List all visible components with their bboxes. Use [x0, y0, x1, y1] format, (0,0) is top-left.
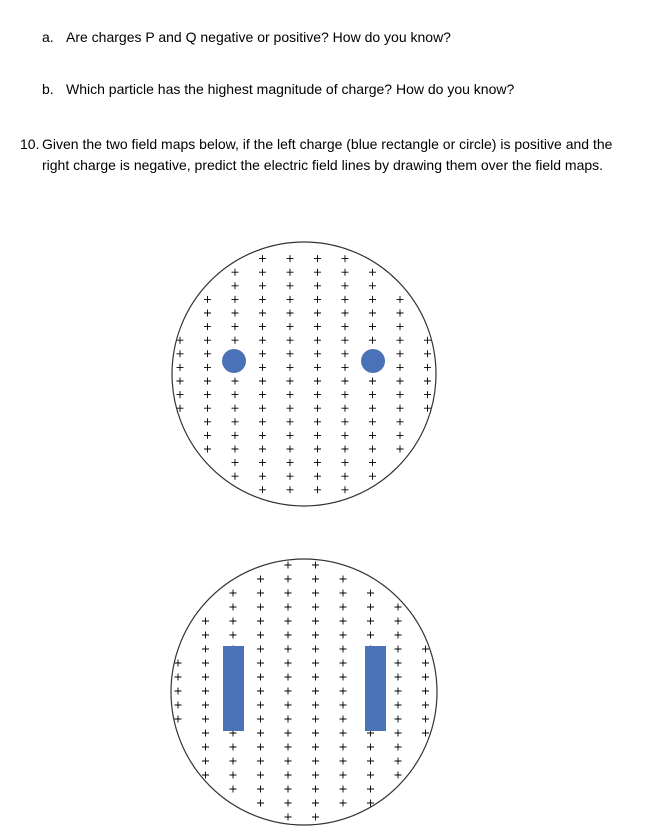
- field-marker: [259, 269, 266, 276]
- field-marker: [367, 786, 374, 793]
- field-marker: [259, 378, 266, 385]
- field-marker: [397, 364, 404, 371]
- field-marker: [342, 405, 349, 412]
- field-marker: [340, 758, 347, 765]
- field-marker: [342, 269, 349, 276]
- field-marker: [287, 296, 294, 303]
- field-marker: [342, 296, 349, 303]
- field-marker: [287, 486, 294, 493]
- field-marker: [285, 590, 292, 597]
- field-marker: [287, 364, 294, 371]
- field-grid: [175, 562, 430, 821]
- field-marker: [259, 446, 266, 453]
- field-marker: [202, 772, 209, 779]
- field-marker: [285, 772, 292, 779]
- field-marker: [342, 391, 349, 398]
- field-marker: [369, 405, 376, 412]
- field-marker: [204, 310, 211, 317]
- field-marker: [202, 674, 209, 681]
- field-marker: [232, 269, 239, 276]
- field-marker: [342, 350, 349, 357]
- field-marker: [312, 660, 319, 667]
- field-marker: [312, 744, 319, 751]
- field-marker: [175, 660, 182, 667]
- field-marker: [177, 378, 184, 385]
- field-marker: [340, 716, 347, 723]
- field-marker: [204, 364, 211, 371]
- field-marker: [397, 391, 404, 398]
- field-marker: [259, 255, 266, 262]
- field-marker: [202, 744, 209, 751]
- field-marker: [312, 688, 319, 695]
- field-marker: [257, 744, 264, 751]
- field-marker: [204, 350, 211, 357]
- field-marker: [340, 618, 347, 625]
- field-marker: [424, 364, 431, 371]
- field-marker: [340, 576, 347, 583]
- field-marker: [285, 674, 292, 681]
- field-marker: [175, 716, 182, 723]
- field-marker: [340, 674, 347, 681]
- field-marker: [202, 618, 209, 625]
- field-marker: [285, 576, 292, 583]
- field-marker: [395, 646, 402, 653]
- question-b-label: b.: [42, 81, 54, 97]
- field-boundary: [171, 559, 437, 825]
- field-marker: [232, 378, 239, 385]
- field-marker: [202, 688, 209, 695]
- field-marker: [202, 660, 209, 667]
- rectangle-charges-map[interactable]: [0, 552, 656, 840]
- field-marker: [395, 758, 402, 765]
- field-marker: [312, 618, 319, 625]
- field-marker: [204, 391, 211, 398]
- field-marker: [367, 590, 374, 597]
- field-marker: [202, 702, 209, 709]
- field-marker: [369, 337, 376, 344]
- field-marker: [285, 730, 292, 737]
- field-marker: [367, 604, 374, 611]
- field-marker: [285, 744, 292, 751]
- field-marker: [230, 744, 237, 751]
- field-marker: [259, 323, 266, 330]
- field-marker: [312, 814, 319, 821]
- field-marker: [259, 364, 266, 371]
- field-marker: [257, 716, 264, 723]
- field-marker: [202, 716, 209, 723]
- field-marker: [202, 758, 209, 765]
- field-marker: [314, 418, 321, 425]
- field-marker: [287, 310, 294, 317]
- field-marker: [285, 562, 292, 569]
- field-marker: [369, 446, 376, 453]
- field-marker: [422, 674, 429, 681]
- question-a-label: a.: [42, 29, 54, 45]
- field-marker: [367, 744, 374, 751]
- field-marker: [287, 459, 294, 466]
- field-marker: [424, 350, 431, 357]
- field-marker: [232, 310, 239, 317]
- field-marker: [342, 364, 349, 371]
- field-marker: [257, 674, 264, 681]
- field-marker: [340, 800, 347, 807]
- field-marker: [287, 255, 294, 262]
- field-boundary: [172, 242, 436, 506]
- field-marker: [232, 296, 239, 303]
- field-marker: [342, 323, 349, 330]
- field-marker: [259, 310, 266, 317]
- field-marker: [285, 702, 292, 709]
- field-marker: [257, 632, 264, 639]
- field-marker: [424, 391, 431, 398]
- field-marker: [232, 282, 239, 289]
- field-marker: [259, 296, 266, 303]
- field-marker: [369, 282, 376, 289]
- field-marker: [422, 702, 429, 709]
- question-a: [42, 27, 451, 48]
- field-marker: [312, 758, 319, 765]
- field-marker: [340, 688, 347, 695]
- field-marker: [285, 618, 292, 625]
- field-marker: [257, 730, 264, 737]
- field-marker: [422, 688, 429, 695]
- field-marker: [367, 758, 374, 765]
- field-marker: [314, 323, 321, 330]
- field-marker: [340, 604, 347, 611]
- field-marker: [314, 459, 321, 466]
- field-marker: [340, 730, 347, 737]
- field-marker: [340, 744, 347, 751]
- field-marker: [314, 432, 321, 439]
- field-marker: [259, 337, 266, 344]
- question-b: [42, 79, 514, 100]
- field-marker: [287, 323, 294, 330]
- field-marker: [397, 418, 404, 425]
- field-marker: [232, 418, 239, 425]
- field-marker: [312, 786, 319, 793]
- field-marker: [314, 337, 321, 344]
- field-marker: [285, 758, 292, 765]
- field-marker: [397, 337, 404, 344]
- field-marker: [312, 730, 319, 737]
- field-marker: [397, 432, 404, 439]
- field-marker: [369, 459, 376, 466]
- field-marker: [287, 405, 294, 412]
- field-marker: [312, 772, 319, 779]
- field-marker: [287, 432, 294, 439]
- field-marker: [232, 323, 239, 330]
- field-marker: [342, 255, 349, 262]
- field-marker: [314, 473, 321, 480]
- field-marker: [259, 405, 266, 412]
- field-marker: [202, 632, 209, 639]
- field-marker: [204, 296, 211, 303]
- field-marker: [340, 590, 347, 597]
- field-marker: [285, 660, 292, 667]
- field-marker: [397, 350, 404, 357]
- field-marker: [342, 486, 349, 493]
- field-marker: [230, 632, 237, 639]
- field-marker: [287, 473, 294, 480]
- circle-charges-map[interactable]: [0, 232, 656, 512]
- field-marker: [232, 432, 239, 439]
- field-marker: [395, 618, 402, 625]
- field-marker: [312, 800, 319, 807]
- field-marker: [314, 269, 321, 276]
- field-marker: [259, 282, 266, 289]
- field-marker: [204, 418, 211, 425]
- field-marker: [232, 405, 239, 412]
- field-marker: [285, 604, 292, 611]
- field-marker: [395, 702, 402, 709]
- field-marker: [287, 350, 294, 357]
- field-marker: [369, 310, 376, 317]
- field-marker: [287, 378, 294, 385]
- field-marker: [257, 576, 264, 583]
- right-charge-rectangle: [365, 646, 386, 731]
- field-marker: [257, 604, 264, 611]
- field-marker: [257, 772, 264, 779]
- field-marker: [395, 716, 402, 723]
- field-marker: [342, 446, 349, 453]
- field-marker: [257, 702, 264, 709]
- field-marker: [312, 604, 319, 611]
- field-marker: [312, 590, 319, 597]
- field-marker: [314, 255, 321, 262]
- field-marker: [259, 391, 266, 398]
- field-grid: [177, 255, 432, 493]
- field-marker: [369, 432, 376, 439]
- field-marker: [259, 432, 266, 439]
- field-marker: [257, 660, 264, 667]
- field-marker: [312, 716, 319, 723]
- field-marker: [395, 660, 402, 667]
- field-marker: [259, 459, 266, 466]
- field-marker: [424, 337, 431, 344]
- question-10-text: Given the two field maps below, if the left charge (blue rectangle or circle) is positive and the right charge is negative, predict the electric field lines by drawing them over the field maps.: [42, 136, 613, 173]
- left-charge-rectangle: [223, 646, 244, 731]
- field-marker: [314, 364, 321, 371]
- field-marker: [342, 378, 349, 385]
- field-marker: [230, 786, 237, 793]
- question-10-number: 10.: [20, 136, 40, 152]
- field-marker: [287, 282, 294, 289]
- field-marker: [257, 590, 264, 597]
- field-marker: [342, 282, 349, 289]
- field-marker: [257, 688, 264, 695]
- field-marker: [422, 730, 429, 737]
- field-marker: [342, 310, 349, 317]
- field-marker: [175, 702, 182, 709]
- field-marker: [232, 459, 239, 466]
- field-marker: [202, 646, 209, 653]
- right-charge-circle: [361, 349, 385, 373]
- field-marker: [395, 744, 402, 751]
- field-marker: [175, 688, 182, 695]
- field-marker: [369, 418, 376, 425]
- field-marker: [287, 391, 294, 398]
- field-marker: [312, 646, 319, 653]
- field-marker: [342, 418, 349, 425]
- field-marker: [424, 405, 431, 412]
- field-marker: [232, 337, 239, 344]
- field-marker: [397, 310, 404, 317]
- field-marker: [314, 446, 321, 453]
- field-marker: [230, 604, 237, 611]
- field-marker: [257, 758, 264, 765]
- question-a-text: Are charges P and Q negative or positive? How do you know?: [66, 29, 451, 45]
- question-10: [20, 134, 620, 176]
- field-marker: [367, 772, 374, 779]
- field-marker: [369, 391, 376, 398]
- field-marker: [177, 364, 184, 371]
- field-marker: [232, 446, 239, 453]
- field-marker: [342, 473, 349, 480]
- field-marker: [314, 391, 321, 398]
- field-marker: [369, 378, 376, 385]
- field-marker: [204, 405, 211, 412]
- left-charge-circle: [222, 349, 246, 373]
- field-marker: [369, 269, 376, 276]
- field-marker: [287, 269, 294, 276]
- field-marker: [395, 604, 402, 611]
- field-marker: [340, 772, 347, 779]
- field-marker: [422, 646, 429, 653]
- field-marker: [175, 674, 182, 681]
- field-marker: [312, 702, 319, 709]
- field-marker: [340, 646, 347, 653]
- field-marker: [424, 378, 431, 385]
- field-marker: [395, 772, 402, 779]
- field-marker: [285, 814, 292, 821]
- field-marker: [230, 590, 237, 597]
- field-marker: [204, 378, 211, 385]
- field-marker: [422, 660, 429, 667]
- field-marker: [312, 674, 319, 681]
- field-marker: [367, 618, 374, 625]
- field-marker: [257, 646, 264, 653]
- field-marker: [397, 323, 404, 330]
- field-marker: [397, 446, 404, 453]
- field-marker: [395, 632, 402, 639]
- field-marker: [230, 618, 237, 625]
- field-marker: [259, 473, 266, 480]
- field-marker: [259, 418, 266, 425]
- field-marker: [342, 337, 349, 344]
- field-marker: [340, 702, 347, 709]
- field-marker: [312, 632, 319, 639]
- field-marker: [285, 800, 292, 807]
- field-marker: [369, 296, 376, 303]
- field-marker: [312, 576, 319, 583]
- field-marker: [232, 391, 239, 398]
- field-marker: [177, 391, 184, 398]
- field-marker: [285, 786, 292, 793]
- field-marker: [314, 282, 321, 289]
- field-marker: [177, 350, 184, 357]
- field-marker: [202, 730, 209, 737]
- field-marker: [340, 632, 347, 639]
- field-marker: [259, 350, 266, 357]
- field-marker: [369, 473, 376, 480]
- field-marker: [397, 296, 404, 303]
- field-marker: [204, 337, 211, 344]
- field-marker: [230, 772, 237, 779]
- field-marker: [395, 688, 402, 695]
- field-marker: [312, 562, 319, 569]
- field-marker: [204, 323, 211, 330]
- field-marker: [259, 486, 266, 493]
- field-marker: [287, 337, 294, 344]
- field-marker: [397, 378, 404, 385]
- field-marker: [314, 486, 321, 493]
- field-marker: [285, 646, 292, 653]
- field-marker: [367, 632, 374, 639]
- field-marker: [395, 730, 402, 737]
- field-marker: [422, 716, 429, 723]
- field-marker: [257, 800, 264, 807]
- field-marker: [204, 432, 211, 439]
- field-marker: [397, 405, 404, 412]
- field-marker: [204, 446, 211, 453]
- field-marker: [314, 378, 321, 385]
- field-marker: [342, 459, 349, 466]
- field-marker: [314, 310, 321, 317]
- field-marker: [314, 296, 321, 303]
- field-marker: [285, 716, 292, 723]
- field-marker: [257, 618, 264, 625]
- field-marker: [230, 758, 237, 765]
- field-marker: [257, 786, 264, 793]
- field-marker: [287, 418, 294, 425]
- field-marker: [232, 473, 239, 480]
- field-marker: [340, 786, 347, 793]
- field-marker: [314, 405, 321, 412]
- field-marker: [342, 432, 349, 439]
- field-marker: [287, 446, 294, 453]
- field-marker: [369, 323, 376, 330]
- field-marker: [340, 660, 347, 667]
- field-marker: [285, 632, 292, 639]
- field-marker: [314, 350, 321, 357]
- question-b-text: Which particle has the highest magnitude of charge? How do you know?: [66, 81, 515, 97]
- field-marker: [395, 674, 402, 681]
- field-marker: [285, 688, 292, 695]
